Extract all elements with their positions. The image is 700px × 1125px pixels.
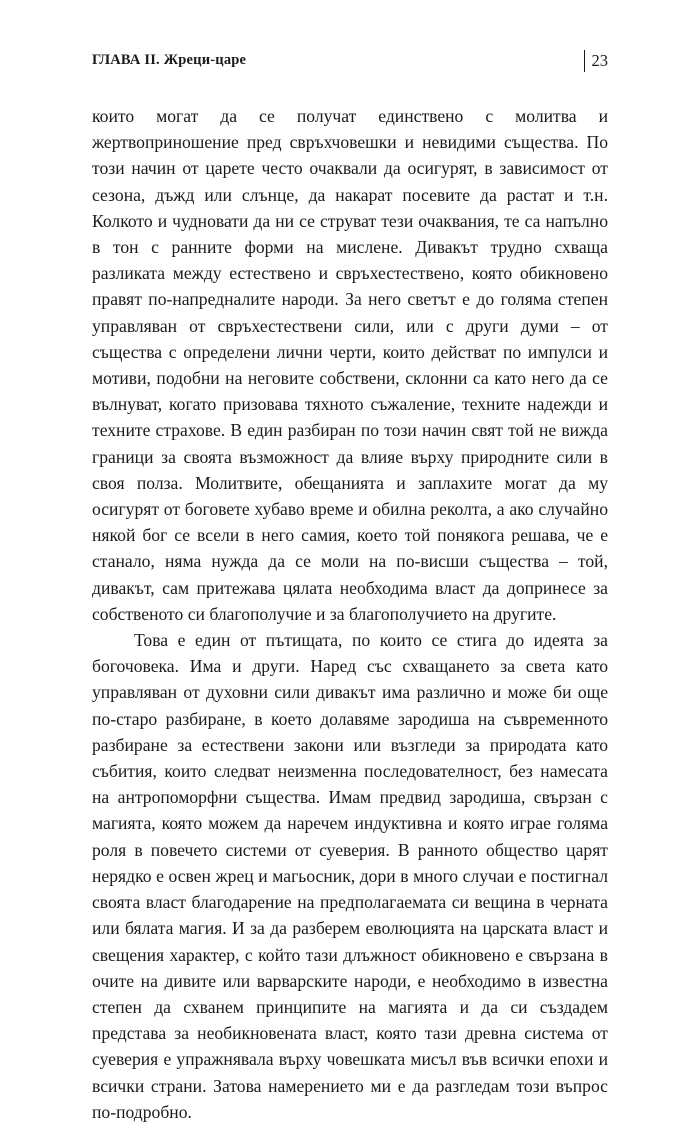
- header-vertical-rule: [584, 50, 585, 72]
- page-number-block: [584, 50, 609, 72]
- page-number: 23: [591, 51, 608, 70]
- chapter-title: ГЛАВА II. Жреци-царе: [92, 52, 247, 68]
- paragraph-2: Това е един от пътищата, по които се стига до идеята за богочовека. Има и други. Наред със схващането за света като управляван от духовни сили дивакът има различно и може би още по-старо разбиране, в което долавяме зародиша на съвременното разбиране за естествени закони или възгледи за природата като събития, които следват неизменна последователност, без намесата на антропоморфни същества. Имам предвид зародиша, свързан с магията, която можем да наречем индуктивна и която играе голяма роля в повечето системи от суеверия. В ранното общество царят нерядко е освен жрец и магьосник, дори в много случаи е постигнал своята власт благодарение на предполагаемата си вещина в черната или бялата магия. И за да разберем еволюцията на царската власт и свещения характер, с който тази длъжност обикновено е свързана в очите на дивите или варварските народи, е необходимо в известна степен да схванем принципите на магията и да си създадем представа за необикновената власт, която тази древна система от суеверия е упражнявала върху човешката мисъл във всички епохи и всички страни. Затова намерението ми е да разгледам този въпрос по-подробно.: [92, 630, 608, 1122]
- body-text: [92, 103, 608, 1125]
- paragraph-1: които могат да се получат единствено с молитва и жертвоприношение пред свръхчовешки и невидими същества. По този начин от царете често очаквали да осигурят, в зависимост от сезона, дъжд или слънце, да накарат посевите да растат и т.н. Колкото и чудновати да ни се струват тези очаквания, те са напълно в тон с ранните форми на мислене. Дивакът трудно схваща разликата между естествено и свръхестествено, която обикновено правят по-напредналите народи. За него светът е до голяма степен управляван от свръхестествени сили, или с други думи – от същества с определени лични черти, които действат по импулси и мотиви, подобни на неговите собствени, склонни са като него да се вълнуват, когато призовава тяхното съжаление, техните надежди и техните страхове. В един разбиран по този начин свят той не вижда граници за своята възможност да влияе върху природните сили в своя полза. Молитвите, обещанията и заплахите могат да му осигурят от боговете хубаво време и обилна реколта, а ако случайно някой бог се всели в него самия, което той понякога решава, че е станало, няма нужда да се моли на по-висши същества – той, дивакът, сам притежава цялата необходима власт да допринесе за собственото си благополучие и за благополучието на другите.: [92, 106, 608, 624]
- running-head: [92, 50, 608, 74]
